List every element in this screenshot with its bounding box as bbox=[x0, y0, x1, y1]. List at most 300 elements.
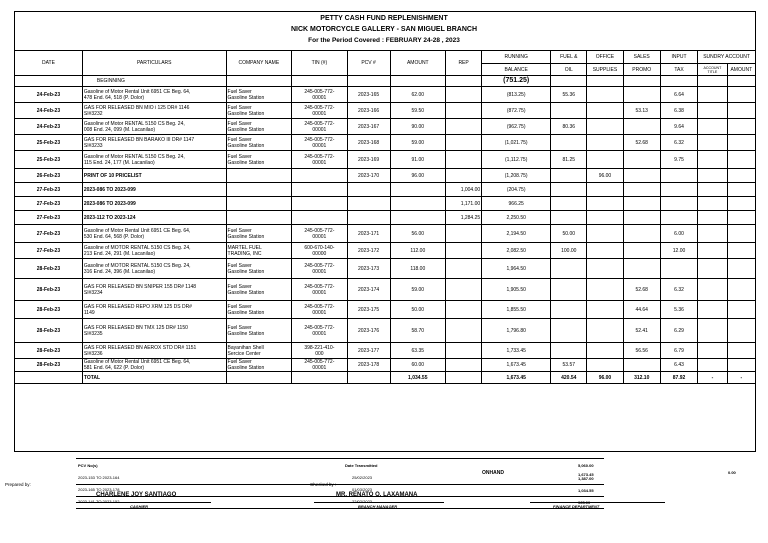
report-title: PETTY CASH FUND REPLENISHMENT bbox=[320, 15, 448, 22]
row-particulars-line2: SI#3233 bbox=[83, 142, 103, 149]
finance-line bbox=[530, 502, 665, 503]
row-particulars-line2: 1149 bbox=[83, 309, 95, 316]
manager-role: BRANCH MANAGER bbox=[358, 504, 398, 509]
col-fuel: FUEL & bbox=[551, 51, 587, 64]
row-company-line2: Gasoline Station bbox=[227, 142, 265, 149]
difference-amount: 0.00 bbox=[728, 470, 736, 475]
col-input: INPUT bbox=[660, 51, 697, 64]
row-tin-line2: 00001 bbox=[312, 233, 327, 240]
row-tin bbox=[292, 343, 347, 359]
row-balance: 1,796.80 bbox=[482, 319, 551, 343]
row-company bbox=[226, 359, 292, 372]
row-particulars-line1: Gasoline of MOTOR RENTAL 5150 CS Beg. 24, bbox=[83, 262, 191, 269]
row-rep bbox=[445, 103, 481, 119]
summary-amount-1: 1,387.00 bbox=[578, 476, 594, 481]
summary-range-1: 2023-153 TO 2023-164 bbox=[78, 475, 120, 480]
table-row bbox=[15, 359, 756, 372]
manager-line bbox=[314, 502, 444, 503]
row-rep bbox=[445, 343, 481, 359]
col-tax: TAX bbox=[660, 64, 697, 76]
col-company: COMPANY NAME bbox=[226, 51, 292, 76]
row-sundry-amount bbox=[727, 135, 755, 151]
row-particulars-line2: 581 End. 64, 622 (P. Dolor) bbox=[83, 365, 145, 371]
row-particulars-line1: GAS FOR RELEASED REPO XRM 125 DS DR# bbox=[83, 303, 192, 310]
row-account-title bbox=[698, 319, 727, 343]
row-office bbox=[587, 343, 623, 359]
row-amount: 60.00 bbox=[390, 359, 445, 372]
row-sundry-amount bbox=[727, 243, 755, 259]
row-balance: 966.25 bbox=[482, 197, 551, 211]
row-rep bbox=[445, 359, 481, 372]
beginning-label: BEGINNING bbox=[82, 76, 226, 87]
row-company bbox=[226, 319, 292, 343]
row-office bbox=[587, 197, 623, 211]
row-office bbox=[587, 243, 623, 259]
row-tin-line2: 00001 bbox=[312, 126, 327, 133]
row-particulars bbox=[82, 197, 226, 211]
row-sales: 53.13 bbox=[623, 103, 660, 119]
row-particulars-line2: 213 End. 24, 291 (M. Lacanilao) bbox=[83, 250, 156, 257]
row-tax bbox=[660, 259, 697, 279]
row-tax: 9.64 bbox=[660, 119, 697, 135]
row-particulars bbox=[82, 343, 226, 359]
totals-row bbox=[15, 372, 756, 384]
row-tin-line1: 245-005-772- bbox=[304, 324, 335, 331]
row-office bbox=[587, 87, 623, 103]
row-company-line2: Gasoline Station bbox=[227, 309, 265, 316]
cashier-role: CASHIER bbox=[130, 504, 149, 509]
row-account-title bbox=[698, 169, 727, 183]
totals-office: 96.00 bbox=[587, 372, 623, 384]
row-particulars-line2: SI#3234 bbox=[83, 289, 103, 296]
table-row bbox=[15, 225, 756, 243]
row-pcv: 2023-168 bbox=[347, 135, 390, 151]
row-company-line2: Gasoline Station bbox=[227, 159, 265, 166]
row-date: 28-Feb-23 bbox=[15, 359, 83, 372]
row-tax bbox=[660, 211, 697, 225]
row-account-title bbox=[698, 197, 727, 211]
col-account-title: ACCOUNT TITLE bbox=[698, 64, 727, 76]
row-tin-line1: 245-005-772- bbox=[304, 153, 335, 160]
row-tin-line1: 245-005-772- bbox=[304, 120, 335, 127]
table-row bbox=[15, 279, 756, 301]
row-company-line2: Gasoline Station bbox=[227, 330, 265, 337]
period-title: For the Period Covered : FEBRUARY 24-28 , 2023 bbox=[308, 37, 460, 44]
row-particulars-line2: SI#3235 bbox=[83, 330, 103, 337]
row-pcv: 2023-174 bbox=[347, 279, 390, 301]
row-tin-line2: 00001 bbox=[312, 159, 327, 166]
row-particulars-line1: Gasoline of Motor Rental Unit 6951 CE Beg. 64, bbox=[83, 359, 191, 365]
summary-range-2: 2023-165 TO 2023-178 bbox=[78, 487, 120, 492]
table-row bbox=[15, 259, 756, 279]
row-office bbox=[587, 135, 623, 151]
row-sales bbox=[623, 259, 660, 279]
summary-amount-2: 1,034.55 bbox=[578, 488, 594, 493]
table-row bbox=[15, 169, 756, 183]
summary-line-1 bbox=[76, 484, 604, 485]
col-supplies: SUPPLIES bbox=[587, 64, 623, 76]
totals-empty bbox=[445, 372, 481, 384]
row-rep bbox=[445, 319, 481, 343]
prepared-name: CHARLENE JOY SANTIAGO bbox=[96, 492, 177, 498]
row-date: 24-Feb-23 bbox=[15, 103, 83, 119]
row-date: 25-Feb-23 bbox=[15, 135, 83, 151]
row-sundry-amount bbox=[727, 211, 755, 225]
row-company-line1: MARTEL FUEL bbox=[227, 244, 262, 251]
table-row bbox=[15, 103, 756, 119]
row-pcv: 2023-173 bbox=[347, 259, 390, 279]
row-date: 28-Feb-23 bbox=[15, 343, 83, 359]
row-sales: 52.68 bbox=[623, 135, 660, 151]
row-rep bbox=[445, 169, 481, 183]
row-company-line2: Gasoline Station bbox=[227, 289, 265, 296]
row-rep bbox=[445, 243, 481, 259]
checked-by-label: Checked by : bbox=[310, 482, 337, 487]
table-row bbox=[15, 343, 756, 359]
row-sales bbox=[623, 119, 660, 135]
row-pcv: 2023-178 bbox=[347, 359, 390, 372]
row-tin bbox=[292, 119, 347, 135]
row-tin bbox=[292, 169, 347, 183]
row-particulars-line1: Gasoline of Motor Rental Unit 6951 CE Beg. 64, bbox=[83, 88, 191, 95]
beginning-balance: (751.25) bbox=[482, 76, 551, 87]
row-tin bbox=[292, 259, 347, 279]
row-amount: 62.00 bbox=[390, 87, 445, 103]
row-company-line2: Gasoline Station bbox=[227, 94, 265, 101]
row-fuel: 55.36 bbox=[551, 87, 587, 103]
row-sundry-amount bbox=[727, 103, 755, 119]
totals-empty bbox=[292, 372, 347, 384]
row-sundry-amount bbox=[727, 343, 755, 359]
row-particulars bbox=[82, 119, 226, 135]
row-office bbox=[587, 225, 623, 243]
row-sundry-amount bbox=[727, 259, 755, 279]
row-company bbox=[226, 279, 292, 301]
row-amount: 59.00 bbox=[390, 279, 445, 301]
col-oil: OIL bbox=[551, 64, 587, 76]
row-amount: 59.00 bbox=[390, 135, 445, 151]
col-sundry-amount: AMOUNT bbox=[727, 64, 755, 76]
row-particulars bbox=[82, 135, 226, 151]
row-tin-line1: 600-670-140- bbox=[304, 244, 335, 251]
row-amount: 59.50 bbox=[390, 103, 445, 119]
row-company bbox=[226, 243, 292, 259]
row-account-title bbox=[698, 225, 727, 243]
row-date: 28-Feb-23 bbox=[15, 319, 83, 343]
row-rep: 1,004.00 bbox=[445, 183, 481, 197]
row-tax: 12.00 bbox=[660, 243, 697, 259]
summary-date-1: 25/02/2023 bbox=[352, 475, 373, 480]
row-sales bbox=[623, 243, 660, 259]
row-account-title bbox=[698, 87, 727, 103]
row-tin bbox=[292, 135, 347, 151]
row-company-line2: Sercice Center bbox=[227, 350, 261, 357]
row-sales: 52.68 bbox=[623, 279, 660, 301]
row-tax bbox=[660, 197, 697, 211]
row-tax: 6.32 bbox=[660, 279, 697, 301]
row-fuel bbox=[551, 169, 587, 183]
row-balance: 1,855.50 bbox=[482, 301, 551, 319]
table-row bbox=[15, 197, 756, 211]
row-tax: 6.43 bbox=[660, 359, 697, 372]
row-tax bbox=[660, 169, 697, 183]
row-particulars-line1: GAS FOR RELEASED BN BARAKO III DR# 1147 bbox=[83, 136, 195, 143]
row-account-title bbox=[698, 343, 727, 359]
row-office bbox=[587, 359, 623, 372]
row-tin-line1: 245-005-772- bbox=[304, 283, 335, 290]
row-account-title bbox=[698, 183, 727, 197]
row-pcv: 2023-177 bbox=[347, 343, 390, 359]
row-rep: 1,284.25 bbox=[445, 211, 481, 225]
row-fuel: 53.57 bbox=[551, 359, 587, 372]
cashier-line bbox=[76, 502, 211, 503]
row-company-line1: Fuel Saver bbox=[227, 136, 252, 143]
row-sundry-amount bbox=[727, 119, 755, 135]
row-particulars-line1: PRINT OF 10 PRICELIST bbox=[83, 172, 142, 179]
row-balance: (1,021.75) bbox=[482, 135, 551, 151]
row-sales bbox=[623, 169, 660, 183]
row-company bbox=[226, 119, 292, 135]
row-date: 24-Feb-23 bbox=[15, 119, 83, 135]
row-company-line2: TRADING, INC bbox=[227, 250, 262, 257]
row-tin-line1: 245-005-772- bbox=[304, 303, 335, 310]
row-tin bbox=[292, 225, 347, 243]
row-office bbox=[587, 151, 623, 169]
row-particulars bbox=[82, 211, 226, 225]
row-balance: (1,208.75) bbox=[482, 169, 551, 183]
row-tin-line1: 245-005-772- bbox=[304, 104, 335, 111]
row-fuel: 80.36 bbox=[551, 119, 587, 135]
col-balance: BALANCE bbox=[482, 64, 551, 76]
row-particulars-line1: GAS FOR RELEASED BN SNIPER 155 DR# 1148 bbox=[83, 283, 197, 290]
row-company-line2: Gasoline Station bbox=[227, 365, 265, 371]
row-particulars bbox=[82, 103, 226, 119]
row-sundry-amount bbox=[727, 169, 755, 183]
row-fuel: 100.00 bbox=[551, 243, 587, 259]
row-tin bbox=[292, 103, 347, 119]
row-account-title bbox=[698, 211, 727, 225]
row-tax: 6.29 bbox=[660, 319, 697, 343]
row-company-line1: Fuel Saver bbox=[227, 227, 252, 234]
row-date: 25-Feb-23 bbox=[15, 151, 83, 169]
summary-date-2: 01/03/2023 bbox=[352, 487, 373, 492]
row-sundry-amount bbox=[727, 197, 755, 211]
row-sales: 52.41 bbox=[623, 319, 660, 343]
row-amount: 96.00 bbox=[390, 169, 445, 183]
row-tin bbox=[292, 243, 347, 259]
row-office bbox=[587, 103, 623, 119]
row-company-line1: Fuel Saver bbox=[227, 88, 252, 95]
row-tin-line2: 00001 bbox=[312, 268, 327, 275]
row-amount: 118.00 bbox=[390, 259, 445, 279]
finance-role: FINANCE DEPARTMENT bbox=[553, 504, 600, 509]
row-amount: 58.70 bbox=[390, 319, 445, 343]
row-tin bbox=[292, 87, 347, 103]
row-tin bbox=[292, 183, 347, 197]
row-pcv: 2023-172 bbox=[347, 243, 390, 259]
row-fuel: 50.00 bbox=[551, 225, 587, 243]
row-company bbox=[226, 169, 292, 183]
col-pcv: PCV # bbox=[347, 51, 390, 76]
table-row bbox=[15, 135, 756, 151]
beginning-row bbox=[15, 76, 756, 87]
row-sales: 56.56 bbox=[623, 343, 660, 359]
row-company-line1: Fuel Saver bbox=[227, 120, 252, 127]
row-tin bbox=[292, 211, 347, 225]
table-row bbox=[15, 301, 756, 319]
row-tin-line2: 00001 bbox=[312, 365, 327, 371]
row-company-line1: Fuel Saver bbox=[227, 104, 252, 111]
row-account-title bbox=[698, 359, 727, 372]
row-rep bbox=[445, 87, 481, 103]
row-sundry-amount bbox=[727, 87, 755, 103]
col-amount: AMOUNT bbox=[390, 51, 445, 76]
table-row bbox=[15, 211, 756, 225]
row-particulars bbox=[82, 259, 226, 279]
summary-date-3: 22/02/2023 bbox=[352, 499, 373, 504]
row-rep bbox=[445, 119, 481, 135]
row-tax: 9.75 bbox=[660, 151, 697, 169]
row-particulars-line1: 2023-112 TO 2023-124 bbox=[83, 214, 136, 221]
table-row bbox=[15, 151, 756, 169]
row-sundry-amount bbox=[727, 151, 755, 169]
row-amount bbox=[390, 183, 445, 197]
row-balance: 1,964.50 bbox=[482, 259, 551, 279]
totals-tax: 87.92 bbox=[660, 372, 697, 384]
row-particulars-line2: 115 End. 24, 177 (M. Lacanilao) bbox=[83, 159, 155, 166]
row-balance: (962.75) bbox=[482, 119, 551, 135]
row-fuel: 81.25 bbox=[551, 151, 587, 169]
row-company-line2: Gasoline Station bbox=[227, 110, 265, 117]
row-company-line1: Bayanihan Shell bbox=[227, 344, 264, 351]
row-amount bbox=[390, 197, 445, 211]
row-tax: 6.38 bbox=[660, 103, 697, 119]
row-pcv bbox=[347, 183, 390, 197]
table-row bbox=[15, 183, 756, 197]
row-fuel bbox=[551, 259, 587, 279]
row-balance: 1,673.45 bbox=[482, 359, 551, 372]
row-particulars bbox=[82, 279, 226, 301]
summary-total-amount: 5,060.00 bbox=[578, 463, 594, 468]
row-tin bbox=[292, 301, 347, 319]
row-particulars-line1: Gasoline of Motor RENTAL 5150 CS Beg. 24, bbox=[83, 153, 185, 160]
row-amount: 56.00 bbox=[390, 225, 445, 243]
row-particulars-line1: 2023-086 TO 2023-099 bbox=[83, 200, 136, 207]
row-office bbox=[587, 279, 623, 301]
totals-fuel: 420.54 bbox=[551, 372, 587, 384]
row-date: 27-Feb-23 bbox=[15, 225, 83, 243]
row-tin-line1: 245-005-772- bbox=[304, 262, 335, 269]
row-particulars-line2: 316 End. 24, 396 (M. Lacanilao) bbox=[83, 268, 156, 275]
row-sundry-amount bbox=[727, 279, 755, 301]
row-amount: 112.00 bbox=[390, 243, 445, 259]
row-company bbox=[226, 135, 292, 151]
row-company bbox=[226, 211, 292, 225]
row-pcv: 2023-166 bbox=[347, 103, 390, 119]
row-office: 96.00 bbox=[587, 169, 623, 183]
totals-empty bbox=[226, 372, 292, 384]
col-tin: TIN (#) bbox=[292, 51, 347, 76]
col-sales: SALES bbox=[623, 51, 660, 64]
row-date: 28-Feb-23 bbox=[15, 259, 83, 279]
row-balance: 2,194.50 bbox=[482, 225, 551, 243]
row-date: 27-Feb-23 bbox=[15, 211, 83, 225]
row-company-line2: Gasoline Station bbox=[227, 268, 265, 275]
onhand-label: ONHAND bbox=[482, 470, 504, 476]
row-particulars-line2: SI#3232 bbox=[83, 110, 103, 117]
row-sundry-amount bbox=[727, 183, 755, 197]
row-fuel bbox=[551, 197, 587, 211]
row-tax: 6.32 bbox=[660, 135, 697, 151]
col-particulars: PARTICULARS bbox=[82, 51, 226, 76]
row-particulars-line1: 2023-086 TO 2023-099 bbox=[83, 186, 136, 193]
row-rep bbox=[445, 279, 481, 301]
row-rep: 1,171.00 bbox=[445, 197, 481, 211]
row-tax: 6.64 bbox=[660, 87, 697, 103]
totals-balance: 1,673.45 bbox=[482, 372, 551, 384]
row-company bbox=[226, 151, 292, 169]
col-running: RUNNING bbox=[482, 51, 551, 64]
totals-spacer bbox=[15, 372, 83, 384]
row-sundry-amount bbox=[727, 225, 755, 243]
totals-empty bbox=[347, 372, 390, 384]
branch-title: NICK MOTORCYCLE GALLERY - SAN MIGUEL BRANCH bbox=[290, 26, 478, 33]
row-fuel bbox=[551, 319, 587, 343]
row-amount: 91.00 bbox=[390, 151, 445, 169]
row-particulars bbox=[82, 183, 226, 197]
col-promo: PROMO bbox=[623, 64, 660, 76]
row-tin bbox=[292, 359, 347, 372]
row-amount: 50.00 bbox=[390, 301, 445, 319]
row-office bbox=[587, 211, 623, 225]
row-tin-line2: 00001 bbox=[312, 289, 327, 296]
row-tin-line1: 245-005-772- bbox=[304, 88, 335, 95]
table-row bbox=[15, 319, 756, 343]
row-office bbox=[587, 319, 623, 343]
row-rep bbox=[445, 225, 481, 243]
row-fuel bbox=[551, 135, 587, 151]
row-company bbox=[226, 225, 292, 243]
row-balance: (872.75) bbox=[482, 103, 551, 119]
row-tin-line2: 00001 bbox=[312, 94, 327, 101]
row-pcv: 2023-165 bbox=[347, 87, 390, 103]
row-tin bbox=[292, 319, 347, 343]
row-sundry-amount bbox=[727, 301, 755, 319]
row-date: 27-Feb-23 bbox=[15, 243, 83, 259]
row-sales: 44.64 bbox=[623, 301, 660, 319]
row-company-line1: Fuel Saver bbox=[227, 283, 252, 290]
row-balance: 1,905.50 bbox=[482, 279, 551, 301]
row-particulars-line2: SI#3236 bbox=[83, 350, 103, 357]
row-tin-line2: 000 bbox=[315, 350, 324, 357]
col-office: OFFICE bbox=[587, 51, 623, 64]
row-date: 28-Feb-23 bbox=[15, 301, 83, 319]
row-tin-line2: 00001 bbox=[312, 309, 327, 316]
row-pcv: 2023-175 bbox=[347, 301, 390, 319]
row-company-line1: Fuel Saver bbox=[227, 324, 252, 331]
table-row bbox=[15, 243, 756, 259]
summary-range-3: 2023-141 TO 2023-152 bbox=[78, 499, 120, 504]
row-balance: 1,733.45 bbox=[482, 343, 551, 359]
row-company bbox=[226, 87, 292, 103]
row-particulars bbox=[82, 359, 226, 372]
row-pcv bbox=[347, 197, 390, 211]
row-fuel bbox=[551, 103, 587, 119]
row-date: 27-Feb-23 bbox=[15, 197, 83, 211]
table-row bbox=[15, 119, 756, 135]
col-rep: REP bbox=[445, 51, 481, 76]
row-balance: 2,082.50 bbox=[482, 243, 551, 259]
